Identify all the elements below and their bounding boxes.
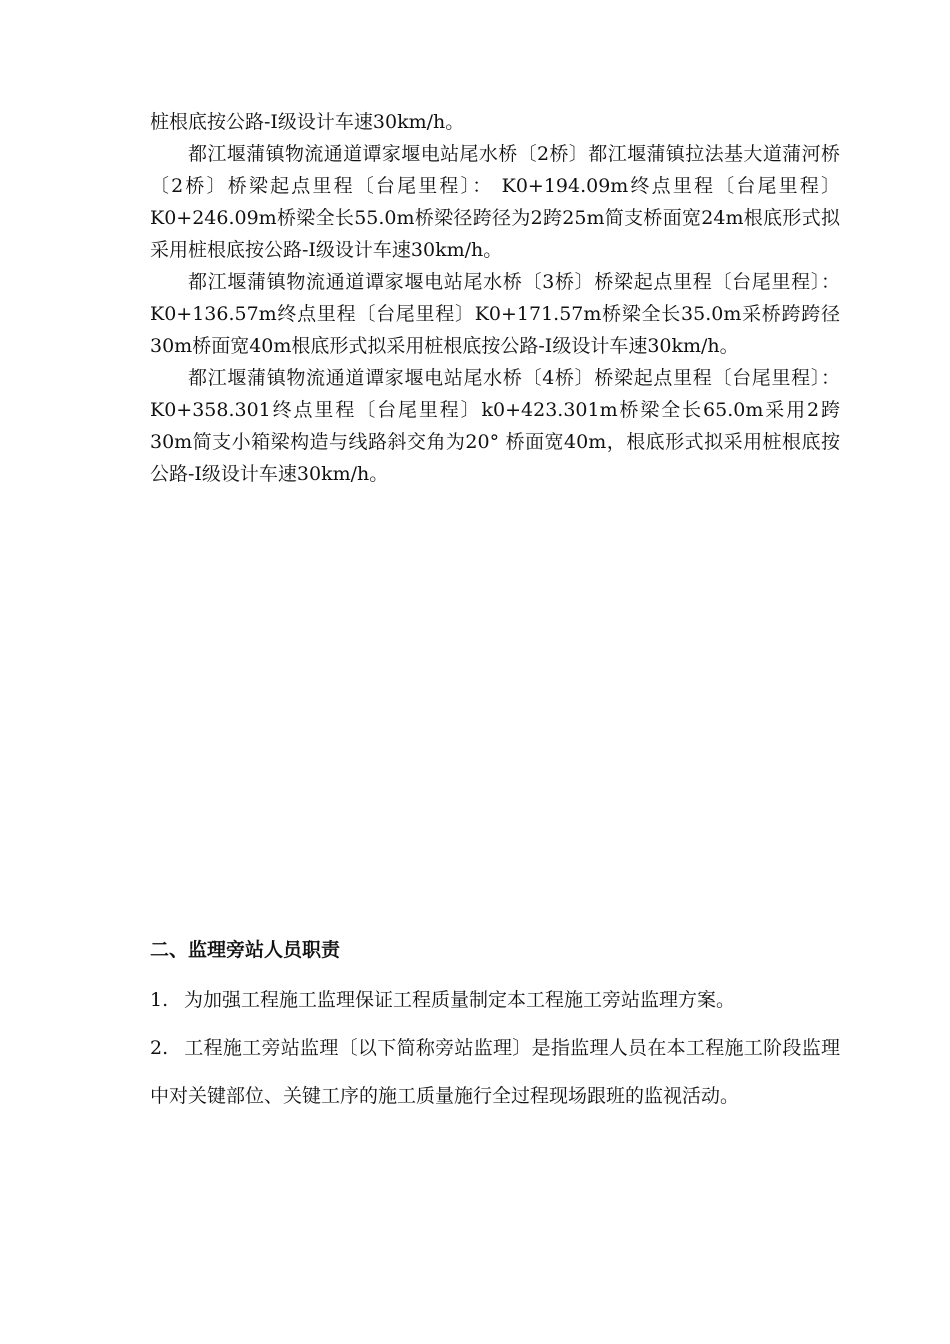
paragraph-bridge-3: 都江堰蒲镇物流通道谭家堰电站尾水桥〔3桥〕桥梁起点里程〔台尾里程〕：K0+136.57m终点里程〔台尾里程〕K0+171.57m桥梁全长35.0m采桥跨跨径30m桥面宽40m根底形式拟采用桩根底按公路-I级设计车速30km/h。	[150, 271, 840, 357]
list-item-text: 工程施工旁站监理〔以下简称旁站监理〕是指监理人员在本工程施工阶段监理中对关键部位、关键工序的施工质量施行全过程现场跟班的监视活动。	[150, 1037, 840, 1107]
list-item-text: 为加强工程施工监理保证工程质量制定本工程施工旁站监理方案。	[184, 989, 736, 1011]
list-item	[150, 984, 840, 1016]
list-item-number: 2.	[150, 1037, 169, 1059]
paragraph-bridge-4: 都江堰蒲镇物流通道谭家堰电站尾水桥〔4桥〕桥梁起点里程〔台尾里程〕：K0+358.301终点里程〔台尾里程〕k0+423.301m桥梁全长65.0m采用2跨30m简支小箱梁构造与线路斜交角为20° 桥面宽40m，根底形式拟采用桩根底按公路-I级设计车速30km/h。	[150, 367, 840, 485]
section-supervisor-duties	[150, 934, 840, 1132]
bridge-description-block	[150, 106, 840, 490]
list-item-number: 1.	[150, 989, 169, 1011]
list-item	[150, 1024, 840, 1120]
paragraph-bridge-2: 都江堰蒲镇物流通道谭家堰电站尾水桥〔2桥〕都江堰蒲镇拉法基大道蒲河桥〔2桥〕桥梁起点里程〔台尾里程〕： K0+194.09m终点里程〔台尾里程〕K0+246.09m桥梁全长55.0m桥梁径跨径为2跨25m简支桥面宽24m根底形式拟采用桩根底按公路-I级设计车速30km/h。	[150, 143, 840, 261]
paragraph-continuation: 桩根底按公路-I级设计车速30km/h。	[150, 111, 465, 133]
section-heading: 二、监理旁站人员职责	[150, 939, 341, 961]
